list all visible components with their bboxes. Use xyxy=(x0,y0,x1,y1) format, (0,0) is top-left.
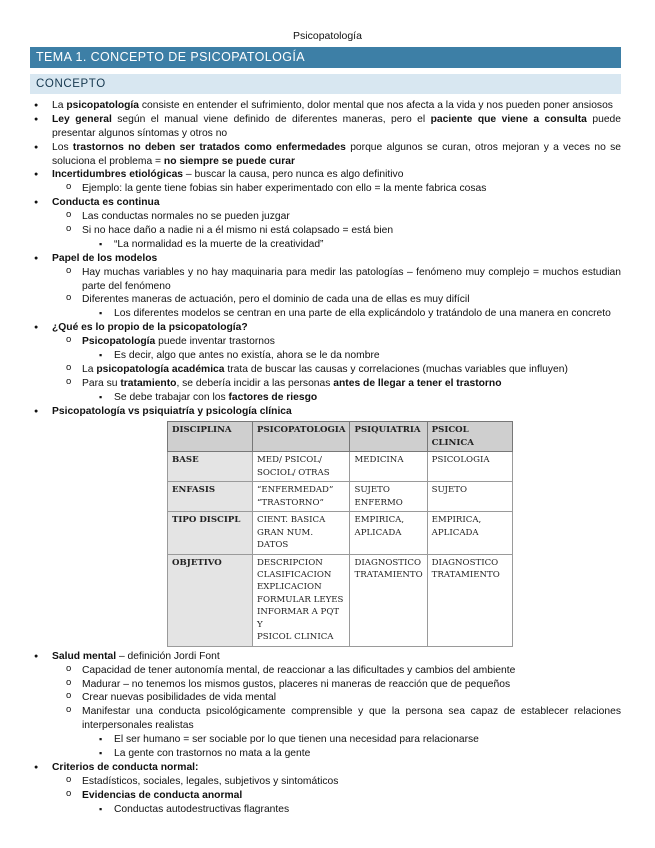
section-heading: CONCEPTO xyxy=(30,74,621,94)
sub-list-item: o La psicopatología académica trata de buscar las causas y correlaciones (muchas variables que influyen) xyxy=(66,363,621,377)
table-cell: DIAGNOSTICO TRATAMIENTO xyxy=(350,554,427,646)
list-item: ● Papel de los modelos o Hay muchas variables y no hay maquinaria para medir las patologías – fenómeno muy complejo = muchos estudian parte del fenómeno o Diferentes maneras de actuación, pero el dominio de cada una de ellas es muy difícil ▪ Los diferentes modelos se centran en una parte de ella explicándolo y tratándolo de una manera en concreto xyxy=(30,252,621,321)
table-row-label: ENFASIS xyxy=(168,482,253,512)
sub-list-item: o Manifestar una conducta psicológicamente comprensible y que la persona sea capaz de establecer relaciones interpersonales realistas ▪ El ser humano = ser sociable por lo que tienen una necesidad para relacionarse ▪ La gente con trastornos no mata a la gente xyxy=(66,705,621,761)
sub-list-item: o Crear nuevas posibilidades de vida mental xyxy=(66,691,621,705)
list-item: ● Salud mental – definición Jordi Font o Capacidad de tener autonomía mental, de reaccionar a las dificultades y cambios del ambiente o Madurar – no tenemos los mismos gustos, placeres ni maneras de reacción que de pequeños o Crear nuevas posibilidades de vida mental o Manifestar una conducta psicológicamente comprensible y que la persona sea capaz de establecer relaciones interpersonales realistas ▪ El ser humano = ser sociable por lo que tienen una necesidad para relacionarse ▪ La gente con trastornos no mata a la gente xyxy=(30,650,621,761)
sub-sub-list-item: ▪ La gente con trastornos no mata a la gente xyxy=(98,747,621,761)
sub-sub-list-item: ▪ El ser humano = ser sociable por lo que tienen una necesidad para relacionarse xyxy=(98,733,621,747)
table-cell: EMPIRICA, APLICADA xyxy=(427,512,512,554)
chapter-heading: TEMA 1. CONCEPTO DE PSICOPATOLOGÍA xyxy=(30,47,621,68)
table-header: DISCIPLINA xyxy=(168,422,253,452)
sub-list-item: o Evidencias de conducta anormal ▪ Conductas autodestructivas flagrantes xyxy=(66,789,621,817)
table-row xyxy=(168,512,513,554)
sub-sub-list-item: ▪ Es decir, algo que antes no existía, ahora se le da nombre xyxy=(98,349,621,363)
sub-list-item: o Psicopatología puede inventar trastornos ▪ Es decir, algo que antes no existía, ahora se le da nombre xyxy=(66,335,621,363)
table-row-label: BASE xyxy=(168,452,253,482)
table-cell: PSICOLOGIA xyxy=(427,452,512,482)
list-item: ● Ley general según el manual viene definido de diferentes maneras, pero el paciente que viene a consulta puede presentar algunos síntomas y otros no xyxy=(30,113,621,141)
table-row xyxy=(168,554,513,646)
table-cell: CIENT. BASICA GRAN NUM. DATOS xyxy=(253,512,350,554)
content-body xyxy=(30,99,621,816)
table-row-label: OBJETIVO xyxy=(168,554,253,646)
sub-list-item: o Hay muchas variables y no hay maquinaria para medir las patologías – fenómeno muy complejo = muchos estudian parte del fenómeno xyxy=(66,266,621,294)
list-item: ● ¿Qué es lo propio de la psicopatología? o Psicopatología puede inventar trastornos ▪ Es decir, algo que antes no existía, ahora se le da nombre o La psicopatología académica trata de buscar las causas y correlaciones (muchas variables que influyen) o Para su tratamiento, se debería incidir a las personas antes de llegar a tener el trastorno ▪ Se debe trabajar con los factores de riesgo xyxy=(30,321,621,404)
list-item: ● La psicopatología consiste en entender el sufrimiento, dolor mental que nos afecta a la vida y nos pueden poner ansiosos xyxy=(30,99,621,113)
comparison-table xyxy=(167,421,513,646)
table-cell: DESCRIPCION CLASIFICACION EXPLICACION FORMULAR LEYES INFORMAR A PQT Y PSICOL CLINICA xyxy=(253,554,350,646)
sub-list-item: o Estadísticos, sociales, legales, subjetivos y sintomáticos xyxy=(66,775,621,789)
table-cell: SUJETO xyxy=(427,482,512,512)
table-header: PSICOPATOLOGIA xyxy=(253,422,350,452)
table-cell: SUJETO ENFERMO xyxy=(350,482,427,512)
list-item: ● Incertidumbres etiológicas – buscar la causa, pero nunca es algo definitivo o Ejemplo: la gente tiene fobias sin haber experimentado con ello = la mente fabrica cosas xyxy=(30,168,621,196)
sub-sub-list-item: ▪ Se debe trabajar con los factores de riesgo xyxy=(98,391,621,405)
main-list xyxy=(30,99,621,816)
sub-list-item: o Para su tratamiento, se debería incidir a las personas antes de llegar a tener el trastorno ▪ Se debe trabajar con los factores de riesgo xyxy=(66,377,621,405)
sub-list-item: o Capacidad de tener autonomía mental, de reaccionar a las dificultades y cambios del ambiente xyxy=(66,664,621,678)
table-row xyxy=(168,482,513,512)
table-cell: MED/ PSICOL/ SOCIOL/ OTRAS xyxy=(253,452,350,482)
comparison-table-wrapper xyxy=(167,421,621,646)
list-item: ● Conducta es continua o Las conductas normales no se pueden juzgar o Si no hace daño a nadie ni a él mismo ni está colapsado = está bien ▪ “La normalidad es la muerte de la creatividad” xyxy=(30,196,621,252)
sub-list-item: o Las conductas normales no se pueden juzgar xyxy=(66,210,621,224)
table-header: PSIQUIATRIA xyxy=(350,422,427,452)
table-cell: “ENFERMEDAD” “TRASTORNO” xyxy=(253,482,350,512)
sub-sub-list-item: ▪ “La normalidad es la muerte de la creatividad” xyxy=(98,238,621,252)
running-header: Psicopatología xyxy=(293,30,362,42)
table-header-row xyxy=(168,422,513,452)
sub-sub-list-item: ▪ Conductas autodestructivas flagrantes xyxy=(98,803,621,817)
list-item: ● Psicopatología vs psiquiatría y psicología clínica DISCIPLINA PSICOPATOLOGIA PSIQUIATRIA PSICOL CLINICA BASE MED/ PSICOL/ SOCIOL/ OTRAS MEDICINA PSICOLOGIA ENFASIS “ENFERMEDAD” “TRASTORNO” SUJETO ENFERMO SUJETO TIPO DISCIPL CIENT. BASICA GRAN NUM. DATOS EMPIRICA, APLICADA EMPIRICA, APLICADA OBJETIVO DESCRIPCION CLASIFICACION EXPLICACION FORMULAR LEYES INFORMAR A PQT Y PSICOL CLINICA DIAGNOSTICO TRATAMIENTO DIAGNOSTICO TRATAMIENTO xyxy=(30,405,621,647)
sub-list-item: o Diferentes maneras de actuación, pero el dominio de cada una de ellas es muy difícil ▪ Los diferentes modelos se centran en una parte de ella explicándolo y tratándolo de una manera en concreto xyxy=(66,293,621,321)
table-row-label: TIPO DISCIPL xyxy=(168,512,253,554)
table-row xyxy=(168,452,513,482)
list-item: ● Los trastornos no deben ser tratados como enfermedades porque algunos se curan, otros mejoran y a veces no se soluciona el problema = no siempre se puede curar xyxy=(30,141,621,169)
table-cell: EMPIRICA, APLICADA xyxy=(350,512,427,554)
table-cell: DIAGNOSTICO TRATAMIENTO xyxy=(427,554,512,646)
sub-sub-list-item: ▪ Los diferentes modelos se centran en una parte de ella explicándolo y tratándolo de una manera en concreto xyxy=(98,307,621,321)
sub-list-item: o Ejemplo: la gente tiene fobias sin haber experimentado con ello = la mente fabrica cosas xyxy=(66,182,621,196)
sub-list-item: o Si no hace daño a nadie ni a él mismo ni está colapsado = está bien ▪ “La normalidad es la muerte de la creatividad” xyxy=(66,224,621,252)
table-header: PSICOL CLINICA xyxy=(427,422,512,452)
list-item: ● Criterios de conducta normal: o Estadísticos, sociales, legales, subjetivos y sintomáticos o Evidencias de conducta anormal ▪ Conductas autodestructivas flagrantes xyxy=(30,761,621,817)
table-cell: MEDICINA xyxy=(350,452,427,482)
sub-list-item: o Madurar – no tenemos los mismos gustos, placeres ni maneras de reacción que de pequeños xyxy=(66,678,621,692)
